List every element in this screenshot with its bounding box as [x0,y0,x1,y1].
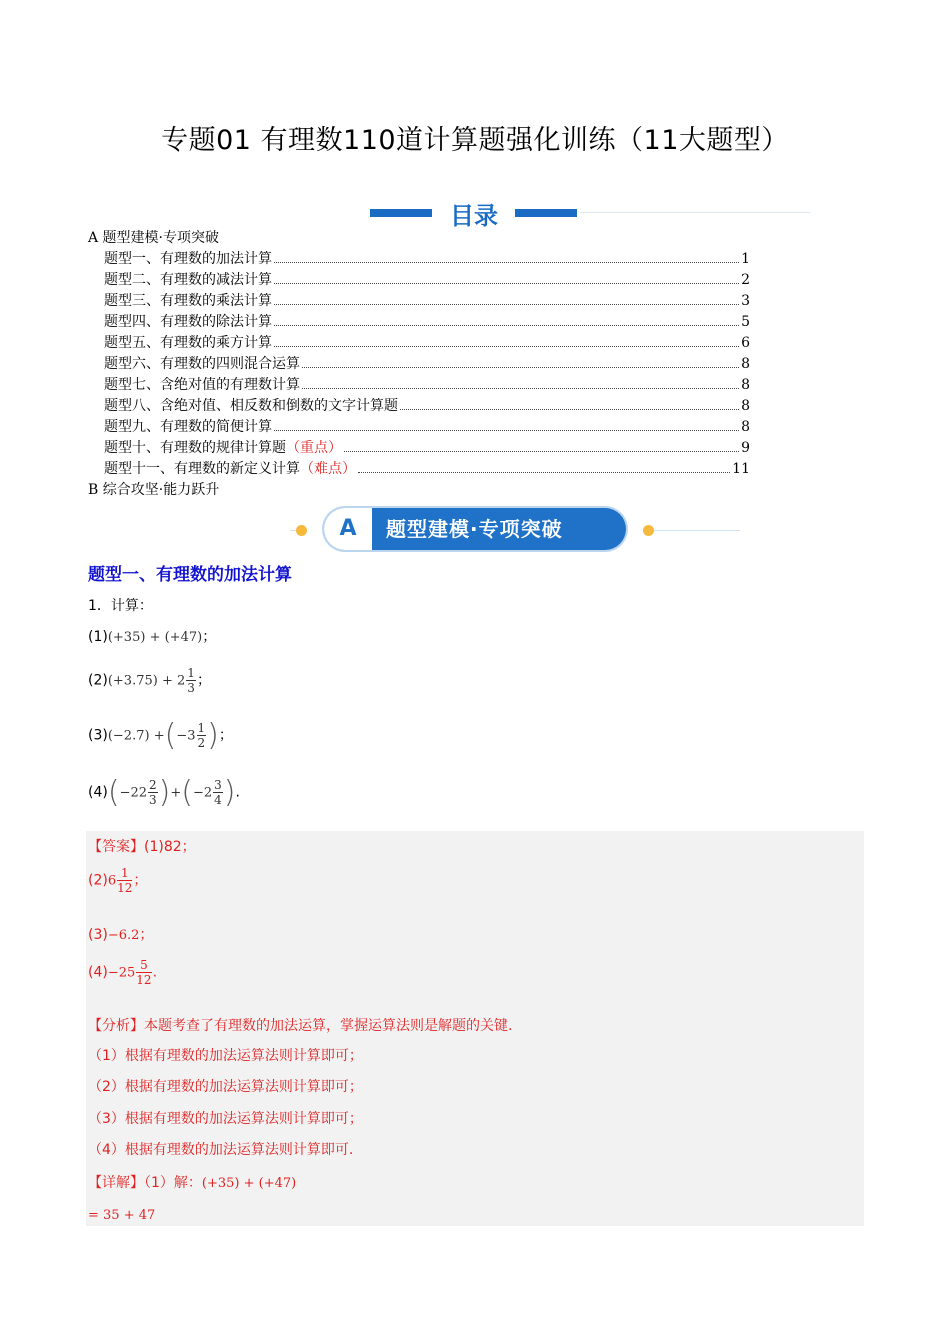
toc-leader-dots [274,282,739,284]
toc-item[interactable] [88,333,750,354]
question-item-4: (4)(−22 $\frac{2}{3}$ )+(−2 $\frac{3}{4}$ ). [88,775,240,810]
answer-line-1: 【答案】(1)82； [88,839,196,855]
toc-leader-dots [302,366,739,368]
toc-leader-dots [358,471,730,473]
toc-item-label: 题型四、有理数的除法计算 [104,314,272,330]
toc-item-label: 题型五、有理数的乘方计算 [104,335,272,351]
toc-heading [370,196,810,230]
toc-leader-dots [274,429,739,431]
detail-line-2: = 35 + 47 [88,1208,156,1223]
toc-item[interactable] [88,249,750,270]
toc-item-page: 8 [741,356,750,372]
toc-heading-text: 目录 [450,202,498,230]
toc-item[interactable] [88,438,750,459]
page-title: 专题01 有理数110道计算题强化训练（11大题型） [161,125,789,156]
toc-part-b[interactable]: B 综合攻坚·能力跃升 [88,482,220,498]
toc-leader-dots [302,387,739,389]
toc-item-page: 5 [741,314,750,330]
answer-line-2: (2)6 $\frac{1}{12}$ ； [88,866,148,895]
toc-item-page: 8 [741,398,750,414]
toc-item[interactable] [88,417,750,438]
toc-item-label: 题型一、有理数的加法计算 [104,251,272,267]
toc-item-tag: （难点） [300,461,356,477]
question-item-1: (1)(+35) + (+47)； [88,629,217,645]
toc-leader-dots [274,303,739,305]
table-of-contents [88,228,750,501]
banner-text: 题型建模·专项突破 [386,517,563,541]
toc-item-label: 题型九、有理数的简便计算 [104,419,272,435]
analysis-step-1: （1）根据有理数的加法运算法则计算即可； [88,1048,363,1064]
toc-item-tag: （重点） [286,440,342,456]
analysis-line: 【分析】本题考查了有理数的加法运算，掌握运算法则是解题的关键. [88,1018,513,1034]
toc-item-page: 1 [741,251,750,267]
question-item-3: (3)(−2.7) +(−3 $\frac{1}{2}$ )； [88,718,233,753]
toc-item-page: 9 [741,440,750,456]
toc-leader-dots [274,324,739,326]
question-item-2: (2)(+3.75) + 2 $\frac{1}{3}$ ； [88,666,211,695]
toc-item-page: 11 [732,461,750,477]
toc-item[interactable] [88,291,750,312]
analysis-step-2: （2）根据有理数的加法运算法则计算即可； [88,1079,363,1095]
answer-line-3: (3)−6.2； [88,927,154,943]
toc-item-label: 题型六、有理数的四则混合运算 [104,356,300,372]
toc-item[interactable] [88,396,750,417]
toc-item-label: 题型十、有理数的规律计算题 [104,440,286,456]
toc-leader-dots [274,261,739,263]
toc-item[interactable] [88,375,750,396]
analysis-step-3: （3）根据有理数的加法运算法则计算即可； [88,1111,363,1127]
toc-item-label: 题型二、有理数的减法计算 [104,272,272,288]
toc-item[interactable] [88,270,750,291]
toc-item[interactable] [88,312,750,333]
toc-item-page: 6 [741,335,750,351]
toc-item-page: 8 [741,419,750,435]
analysis-step-4: （4）根据有理数的加法运算法则计算即可. [88,1142,354,1158]
banner-letter: A [324,508,372,550]
toc-item-page: 8 [741,377,750,393]
section-title: 题型一、有理数的加法计算 [88,565,292,585]
toc-item-label: 题型八、含绝对值、相反数和倒数的文字计算题 [104,398,398,414]
answer-line-4: (4)−25 $\frac{5}{12}$ . [88,958,158,987]
toc-item-page: 3 [741,293,750,309]
section-banner [290,508,740,552]
toc-leader-dots [274,345,739,347]
toc-item-label: 题型七、含绝对值的有理数计算 [104,377,300,393]
toc-leader-dots [344,450,739,452]
toc-item[interactable] [88,354,750,375]
detail-line: 【详解】（1）解：(+35) + (+47) [88,1175,297,1191]
toc-item[interactable] [88,459,750,480]
toc-item-page: 2 [741,272,750,288]
question-stem: 1．计算： [88,598,153,614]
banner-pill [324,508,626,550]
toc-item-label: 题型三、有理数的乘法计算 [104,293,272,309]
toc-item-label: 题型十一、有理数的新定义计算 [104,461,300,477]
toc-part-a[interactable]: A 题型建模·专项突破 [88,230,220,246]
toc-leader-dots [400,408,739,410]
